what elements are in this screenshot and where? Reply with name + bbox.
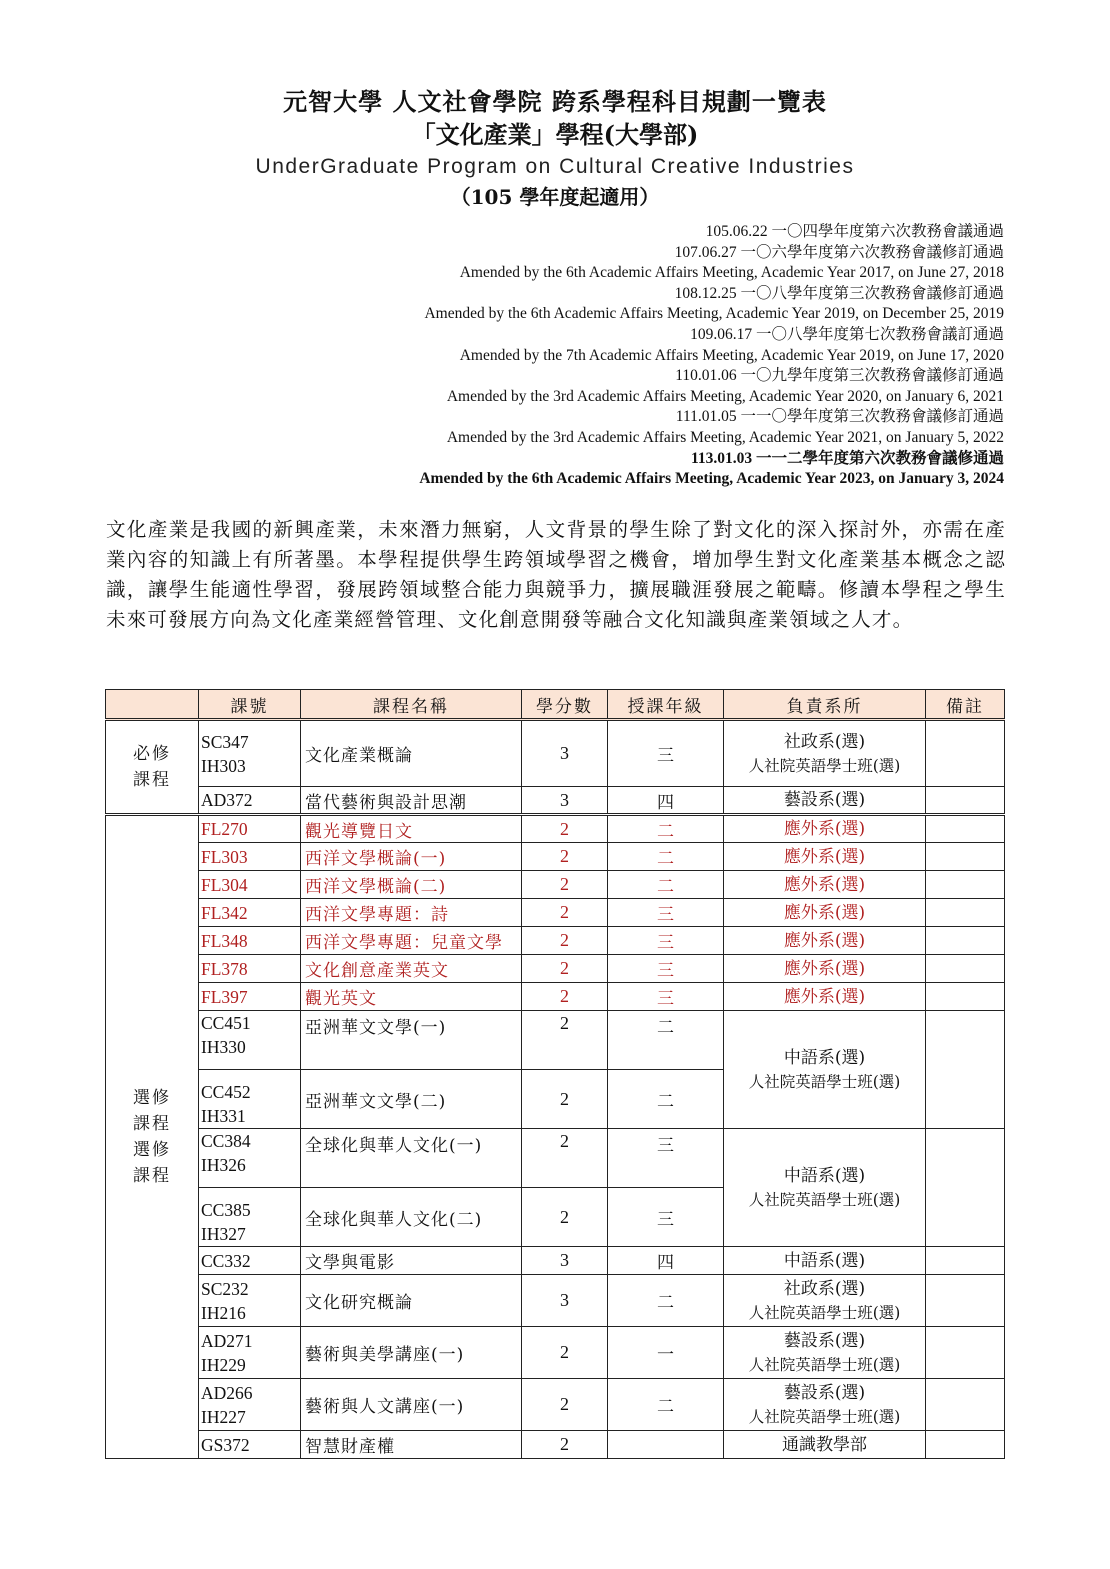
course-code: FL303 xyxy=(199,843,301,871)
required-category xyxy=(106,720,199,815)
table-row xyxy=(106,787,1005,815)
course-table xyxy=(105,689,1005,1459)
table-row xyxy=(106,899,1005,927)
course-department xyxy=(724,1129,926,1247)
course-remarks xyxy=(926,1247,1005,1275)
course-name: 藝術與美學講座(一) xyxy=(301,1327,522,1379)
code-line: IH229 xyxy=(201,1354,246,1375)
course-code xyxy=(199,720,301,787)
table-row xyxy=(106,1275,1005,1327)
amendment-line: Amended by the 7th Academic Affairs Meeting, Academic Year 2019, on June 17, 2020 xyxy=(459,346,1004,364)
category-label: 課程 xyxy=(133,1166,171,1186)
dept-line: 中語系(選) xyxy=(783,1047,866,1068)
course-department: 應外系(選) xyxy=(724,871,926,899)
code-line: CC384 xyxy=(201,1131,251,1151)
course-name: 西洋文學概論(一) xyxy=(301,843,522,871)
course-grade: 二 xyxy=(608,1379,724,1431)
course-grade: 一 xyxy=(608,1327,724,1379)
document-title: 元智大學 人文社會學院 跨系學程科目規劃一覽表 xyxy=(283,87,827,116)
code-line: IH331 xyxy=(201,1106,246,1126)
table-row xyxy=(106,927,1005,955)
course-grade: 二 xyxy=(608,843,724,871)
course-remarks xyxy=(926,871,1005,899)
category-label: 選修 xyxy=(133,1088,171,1108)
course-name: 觀光英文 xyxy=(301,983,522,1011)
course-code: FL304 xyxy=(199,871,301,899)
course-credits: 2 xyxy=(522,1129,608,1188)
table-row xyxy=(106,1129,1005,1188)
course-code xyxy=(199,1275,301,1327)
course-remarks xyxy=(926,720,1005,787)
course-grade: 二 xyxy=(608,1275,724,1327)
amendment-line: 108.12.25 一〇八學年度第三次教務會議修訂通過 xyxy=(674,284,1004,302)
amendment-line: 111.01.05 一一〇學年度第三次教務會議修訂通過 xyxy=(675,408,1004,426)
code-line: IH327 xyxy=(201,1224,246,1244)
header-code: 課號 xyxy=(199,690,301,720)
course-credits: 2 xyxy=(522,1070,608,1129)
course-remarks xyxy=(926,1011,1005,1129)
course-grade: 三 xyxy=(608,983,724,1011)
course-remarks xyxy=(926,983,1005,1011)
course-department: 中語系(選) xyxy=(724,1247,926,1275)
dept-line: 藝設系(選) xyxy=(783,1330,866,1351)
course-remarks xyxy=(926,1327,1005,1379)
course-department: 應外系(選) xyxy=(724,815,926,843)
course-credits: 3 xyxy=(522,787,608,815)
elective-category xyxy=(106,815,199,1459)
course-name: 文化創意產業英文 xyxy=(301,955,522,983)
course-credits: 2 xyxy=(522,815,608,843)
course-credits: 2 xyxy=(522,1431,608,1459)
course-credits: 2 xyxy=(522,899,608,927)
course-name: 亞洲華文文學(二) xyxy=(301,1070,522,1129)
course-code: FL348 xyxy=(199,927,301,955)
dept-line: 人社院英語學士班(選) xyxy=(748,1407,901,1426)
course-department xyxy=(724,1379,926,1431)
program-title: 「文化產業」學程(大學部) xyxy=(411,120,699,149)
dept-line: 人社院英語學士班(選) xyxy=(748,1072,901,1091)
code-line: AD271 xyxy=(201,1330,253,1351)
course-name: 智慧財產權 xyxy=(301,1431,522,1459)
effective-note: （105 學年度起適用） xyxy=(450,185,660,209)
category-label: 課程 xyxy=(133,1114,171,1134)
course-name: 全球化與華人文化(二) xyxy=(301,1188,522,1247)
course-credits: 3 xyxy=(522,1275,608,1327)
course-grade: 三 xyxy=(608,899,724,927)
table-row xyxy=(106,1379,1005,1431)
course-credits: 2 xyxy=(522,843,608,871)
table-row xyxy=(106,955,1005,983)
course-code: FL378 xyxy=(199,955,301,983)
course-grade xyxy=(608,1431,724,1459)
course-grade: 四 xyxy=(608,1247,724,1275)
amendment-line: 113.01.03 一一二學年度第六次教務會議修通過 xyxy=(690,449,1004,467)
course-department: 應外系(選) xyxy=(724,843,926,871)
amendment-line: 109.06.17 一〇八學年度第七次教務會議訂通過 xyxy=(690,325,1004,343)
code-line: IH227 xyxy=(201,1406,246,1427)
amendment-line: Amended by the 3rd Academic Affairs Meeting, Academic Year 2021, on January 5, 2022 xyxy=(446,428,1004,446)
program-title-en: UnderGraduate Program on Cultural Creative Industries xyxy=(255,155,855,178)
course-credits: 2 xyxy=(522,871,608,899)
course-department: 應外系(選) xyxy=(724,899,926,927)
code-line: SC347 xyxy=(201,731,249,752)
course-department: 應外系(選) xyxy=(724,955,926,983)
dept-line: 人社院英語學士班(選) xyxy=(748,1303,901,1322)
course-credits: 2 xyxy=(522,1379,608,1431)
course-code: FL270 xyxy=(199,815,301,843)
course-remarks xyxy=(926,815,1005,843)
amendment-history xyxy=(244,222,1004,490)
table-row xyxy=(106,720,1005,787)
table-row xyxy=(106,1011,1005,1070)
course-name: 西洋文學概論(二) xyxy=(301,871,522,899)
dept-line: 中語系(選) xyxy=(783,1165,866,1186)
course-code xyxy=(199,1129,301,1188)
course-grade: 二 xyxy=(608,1070,724,1129)
course-grade: 三 xyxy=(608,955,724,983)
course-credits: 2 xyxy=(522,1327,608,1379)
course-credits: 2 xyxy=(522,927,608,955)
course-name: 亞洲華文文學(一) xyxy=(301,1011,522,1070)
table-row xyxy=(106,1431,1005,1459)
dept-line: 社政系(選) xyxy=(783,1278,866,1299)
amendment-line: Amended by the 6th Academic Affairs Meeting, Academic Year 2019, on December 25, 2019 xyxy=(424,305,1004,323)
course-name: 觀光導覽日文 xyxy=(301,815,522,843)
code-line: IH330 xyxy=(201,1037,246,1057)
course-grade: 三 xyxy=(608,1129,724,1188)
course-grade: 三 xyxy=(608,927,724,955)
course-department xyxy=(724,1275,926,1327)
course-name: 西洋文學專題：詩 xyxy=(301,899,522,927)
dept-line: 人社院英語學士班(選) xyxy=(748,1190,901,1209)
header-remarks: 備註 xyxy=(926,690,1005,720)
course-grade: 三 xyxy=(608,720,724,787)
course-remarks xyxy=(926,1379,1005,1431)
code-line: IH216 xyxy=(201,1302,246,1323)
table-header-row xyxy=(106,690,1005,720)
course-code xyxy=(199,1011,301,1070)
course-grade: 二 xyxy=(608,815,724,843)
code-line: SC232 xyxy=(201,1278,249,1299)
table-row xyxy=(106,871,1005,899)
course-remarks xyxy=(926,927,1005,955)
amendment-line: Amended by the 3rd Academic Affairs Meeting, Academic Year 2020, on January 6, 2021 xyxy=(446,387,1004,405)
course-department xyxy=(724,1327,926,1379)
table-row xyxy=(106,1327,1005,1379)
course-grade: 四 xyxy=(608,787,724,815)
header-credits: 學分數 xyxy=(522,690,608,720)
course-grade: 二 xyxy=(608,871,724,899)
amendment-line: 105.06.22 一〇四學年度第六次教務會議通過 xyxy=(705,223,1004,240)
course-credits: 2 xyxy=(522,983,608,1011)
course-code xyxy=(199,1070,301,1129)
program-introduction: 文化產業是我國的新興產業，未來潛力無窮，人文背景的學生除了對文化的深入探討外，亦需在產業內容的知識上有所著墨。本學程提供學生跨領域學習之機會，增加學生對文化產業基本概念之認識，讓學生能適性學習，發展跨領域整合能力與競爭力，擴展職涯發展之範疇。修讀本學程之學生未來可發展方向為文化產業經營管理、文化創意開發等融合文化知識與產業領域之人才。 xyxy=(106,518,1006,631)
course-code xyxy=(199,1327,301,1379)
course-remarks xyxy=(926,1431,1005,1459)
course-grade: 二 xyxy=(608,1011,724,1070)
course-name: 文化研究概論 xyxy=(301,1275,522,1327)
course-remarks xyxy=(926,787,1005,815)
course-code: GS372 xyxy=(199,1431,301,1459)
course-code xyxy=(199,1379,301,1431)
course-name: 全球化與華人文化(一) xyxy=(301,1129,522,1188)
course-name: 文學與電影 xyxy=(301,1247,522,1275)
dept-line: 人社院英語學士班(選) xyxy=(748,1355,901,1374)
course-remarks xyxy=(926,1275,1005,1327)
amendment-line: Amended by the 6th Academic Affairs Meeting, Academic Year 2017, on June 27, 2018 xyxy=(459,264,1004,282)
course-name: 藝術與人文講座(一) xyxy=(301,1379,522,1431)
category-label: 必修 xyxy=(133,744,171,764)
code-line: CC452 xyxy=(201,1082,251,1102)
course-name: 當代藝術與設計思潮 xyxy=(301,787,522,815)
table-row xyxy=(106,983,1005,1011)
code-line: AD266 xyxy=(201,1382,253,1403)
dept-line: 人社院英語學士班(選) xyxy=(748,756,901,775)
course-code xyxy=(199,1188,301,1247)
course-remarks xyxy=(926,1129,1005,1247)
code-line: CC451 xyxy=(201,1013,251,1033)
header-name: 課程名稱 xyxy=(301,690,522,720)
course-remarks xyxy=(926,955,1005,983)
amendment-line: 110.01.06 一〇九學年度第三次教務會議修訂通過 xyxy=(675,367,1004,385)
table-row xyxy=(106,815,1005,843)
course-department: 應外系(選) xyxy=(724,927,926,955)
header-department: 負責系所 xyxy=(724,690,926,720)
header-category xyxy=(106,690,199,720)
course-credits: 2 xyxy=(522,1011,608,1070)
course-code: FL397 xyxy=(199,983,301,1011)
course-code: FL342 xyxy=(199,899,301,927)
code-line: IH326 xyxy=(201,1155,246,1175)
dept-line: 社政系(選) xyxy=(783,731,866,752)
course-department: 應外系(選) xyxy=(724,983,926,1011)
table-row xyxy=(106,1247,1005,1275)
table-row xyxy=(106,843,1005,871)
course-credits: 2 xyxy=(522,955,608,983)
course-name: 文化產業概論 xyxy=(301,720,522,787)
course-code: CC332 xyxy=(199,1247,301,1275)
title-block xyxy=(0,86,1110,212)
amendment-line: 107.06.27 一〇六學年度第六次教務會議修訂通過 xyxy=(674,243,1004,261)
course-department xyxy=(724,1011,926,1129)
dept-line: 藝設系(選) xyxy=(783,1382,866,1403)
code-line: IH303 xyxy=(201,755,246,776)
course-credits: 2 xyxy=(522,1188,608,1247)
course-department: 通識教學部 xyxy=(724,1431,926,1459)
course-remarks xyxy=(926,843,1005,871)
course-department xyxy=(724,720,926,787)
course-grade: 三 xyxy=(608,1188,724,1247)
course-credits: 3 xyxy=(522,1247,608,1275)
category-label: 選修 xyxy=(133,1140,171,1160)
course-remarks xyxy=(926,899,1005,927)
course-name: 西洋文學專題：兒童文學 xyxy=(301,927,522,955)
course-credits: 3 xyxy=(522,720,608,787)
course-code: AD372 xyxy=(199,787,301,815)
course-department: 藝設系(選) xyxy=(724,787,926,815)
amendment-line: Amended by the 6th Academic Affairs Meeting, Academic Year 2023, on January 3, 2024 xyxy=(419,470,1004,488)
header-grade: 授課年級 xyxy=(608,690,724,720)
code-line: CC385 xyxy=(201,1200,251,1220)
category-label: 課程 xyxy=(133,770,171,790)
